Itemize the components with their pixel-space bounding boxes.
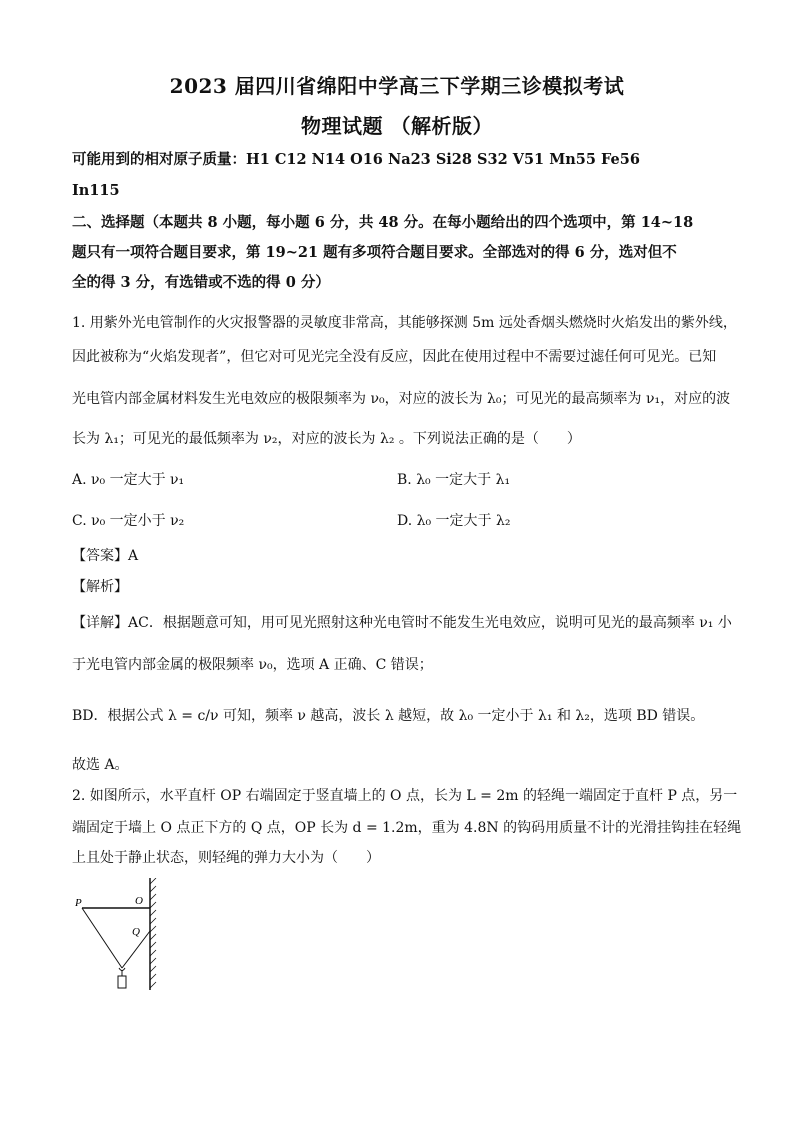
page-title: 2023 届四川省绵阳中学高三下学期三诊模拟考试 (169, 74, 625, 98)
q2-line1: 2. 如图所示，水平直杆 OP 右端固定于竖直墙上的 O 点，长为 L = 2m 的轻绳一端固定于直杆 P 点，另一 (72, 788, 738, 804)
section-header-line2: 题只有一项符合题目要求，第 19~21 题有多项符合题目要求。全部选对的得 6 分，选对但不 (72, 244, 677, 261)
q2-diagram (70, 878, 170, 990)
label-q: Q (132, 926, 140, 938)
q1-detail-line1: 【详解】AC．根据题意可知，用可见光照射这种光电管时不能发生光电效应，说明可见光的最高频率 ν₁ 小 (72, 615, 732, 631)
q1-option-c: C. ν₀ 一定小于 ν₂ (72, 513, 185, 529)
q1-analysis-label: 【解析】 (72, 579, 128, 595)
q2-line3: 上且处于静止状态，则轻绳的弹力大小为（ ） (72, 850, 380, 866)
q1-detail-line2: 于光电管内部金属的极限频率 ν₀，选项 A 正确、C 错误； (72, 657, 433, 673)
label-p: P (75, 897, 82, 909)
q1-option-b: B. λ₀ 一定大于 λ₁ (397, 472, 511, 488)
atomic-masses-line2: In115 (72, 182, 120, 199)
rope-left (82, 908, 122, 968)
page-subtitle: 物理试题 （解析版） (301, 114, 493, 138)
q1-answer: 【答案】A (72, 548, 139, 564)
section-header-line3: 全的得 3 分，有选错或不选的得 0 分） (72, 274, 330, 291)
q1-option-d: D. λ₀ 一定大于 λ₂ (397, 513, 511, 529)
atomic-masses-line1: 可能用到的相对原子质量：H1 C12 N14 O16 Na23 Si28 S32 V51 Mn55 Fe56 (72, 151, 640, 168)
q1-line1: 1. 用紫外光电管制作的火灾报警器的灵敏度非常高，其能够探测 5m 远处香烟头燃烧时火焰发出的紫外线， (72, 315, 737, 331)
section-header-line1: 二、选择题（本题共 8 小题，每小题 6 分，共 48 分。在每小题给出的四个选项中，第 14~18 (72, 214, 694, 231)
q1-line3: 光电管内部金属材料发生光电效应的极限频率为 ν₀，对应的波长为 λ₀；可见光的最高频率为 ν₁，对应的波 (72, 391, 731, 407)
label-o: O (135, 895, 143, 907)
q1-line4: 长为 λ₁；可见光的最低频率为 ν₂，对应的波长为 λ₂ 。下列说法正确的是（ ） (72, 431, 581, 447)
q1-line2: 因此被称为“火焰发现者”，但它对可见光完全没有反应，因此在使用过程中不需要过滤任何可见光。已知 (72, 349, 717, 365)
wall-hatching (150, 878, 156, 988)
q1-detail-line3: BD．根据公式 λ = c/ν 可知，频率 ν 越高，波长 λ 越短，故 λ₀ 一定小于 λ₁ 和 λ₂，选项 BD 错误。 (72, 708, 705, 724)
q1-conclusion: 故选 A。 (72, 757, 129, 773)
weight-icon (118, 976, 126, 988)
q1-option-a: A. ν₀ 一定大于 ν₁ (72, 472, 185, 488)
q2-line2: 端固定于墙上 O 点正下方的 Q 点，OP 长为 d = 1.2m，重为 4.8N 的钩码用质量不计的光滑挂钩挂在轻绳 (72, 820, 742, 836)
